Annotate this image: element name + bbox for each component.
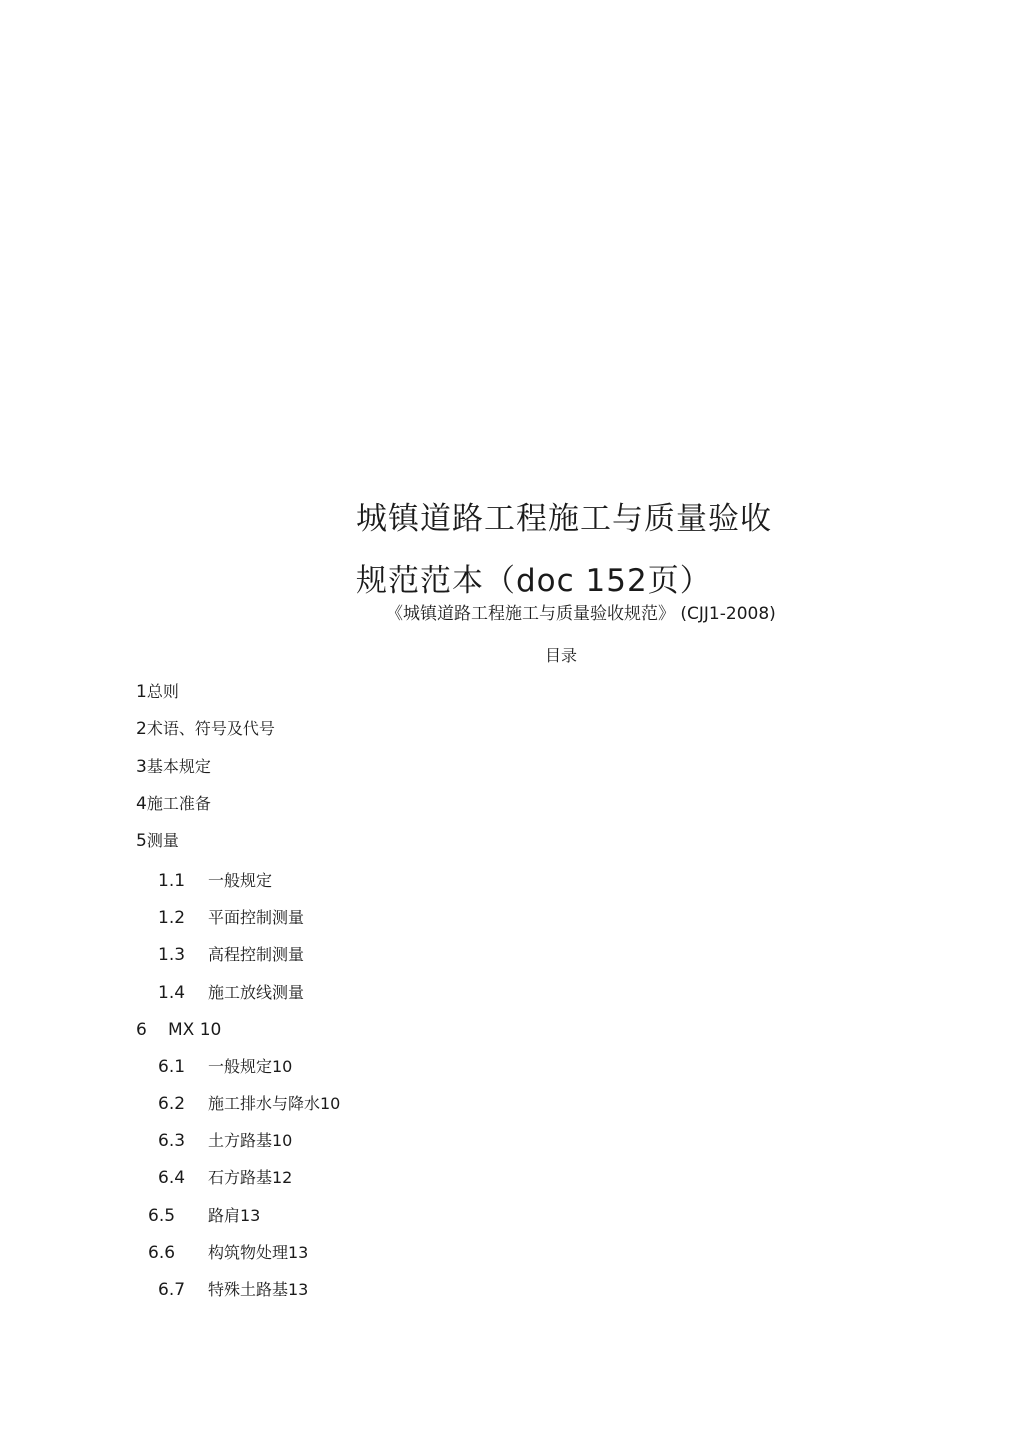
toc-chapter-number: 3 — [136, 757, 147, 777]
toc-section-number: 6.3 — [158, 1131, 186, 1151]
toc-chapter-3 — [136, 756, 211, 778]
toc-chapter-number: 2 — [136, 719, 147, 739]
toc-section-title: 石方路基12 — [208, 1168, 293, 1187]
toc-section-number: 1.3 — [158, 945, 186, 965]
toc-section-number: 1.4 — [158, 983, 186, 1003]
toc-chapter-number: 4 — [136, 794, 147, 814]
toc-chapter-4 — [136, 793, 211, 815]
document-title-line2: 规范范本（doc 152页） — [356, 563, 712, 599]
toc-section-title: 构筑物处理13 — [208, 1243, 309, 1262]
toc-section-title: 施工放线测量 — [208, 983, 305, 1002]
toc-chapter-title: MX 10 — [168, 1020, 222, 1040]
toc-chapter-number: 1 — [136, 682, 147, 702]
toc-section-number: 6.2 — [158, 1094, 186, 1114]
toc-section-number: 6.7 — [158, 1280, 186, 1300]
document-title-line1: 城镇道路工程施工与质量验收 — [356, 501, 772, 537]
toc-heading: 目录 — [545, 646, 578, 665]
document-subtitle: 《城镇道路工程施工与质量验收规范》 (CJJ1-2008) — [386, 604, 776, 624]
toc-section-title: 一般规定10 — [208, 1057, 293, 1076]
toc-chapter-title: 基本规定 — [146, 757, 211, 776]
toc-section-title: 土方路基10 — [208, 1131, 293, 1150]
toc-chapter-5 — [136, 830, 179, 852]
toc-chapter-title: 总则 — [146, 682, 179, 701]
toc-section-number: 1.1 — [158, 871, 186, 891]
toc-chapter-number: 5 — [136, 831, 147, 851]
toc-section-title: 一般规定 — [208, 871, 273, 890]
toc-chapter-6 — [136, 1019, 221, 1041]
toc-chapter-number: 6 — [136, 1020, 147, 1040]
toc-section-number: 1.2 — [158, 908, 186, 928]
toc-section-title: 高程控制测量 — [208, 945, 305, 964]
toc-chapter-title: 测量 — [146, 831, 179, 850]
toc-chapter-title: 术语、符号及代号 — [146, 719, 275, 738]
toc-section-title: 平面控制测量 — [208, 908, 305, 927]
toc-chapter-1 — [136, 681, 179, 703]
toc-section-title: 路肩13 — [208, 1206, 261, 1225]
toc-section-number: 6.5 — [148, 1206, 176, 1226]
toc-section-number: 6.6 — [148, 1243, 176, 1263]
toc-chapter-2 — [136, 718, 275, 740]
toc-chapter-title: 施工准备 — [146, 794, 211, 813]
toc-section-number: 6.1 — [158, 1057, 186, 1077]
toc-section-title: 特殊土路基13 — [208, 1280, 309, 1299]
toc-section-title: 施工排水与降水10 — [208, 1094, 341, 1113]
toc-section-number: 6.4 — [158, 1168, 186, 1188]
